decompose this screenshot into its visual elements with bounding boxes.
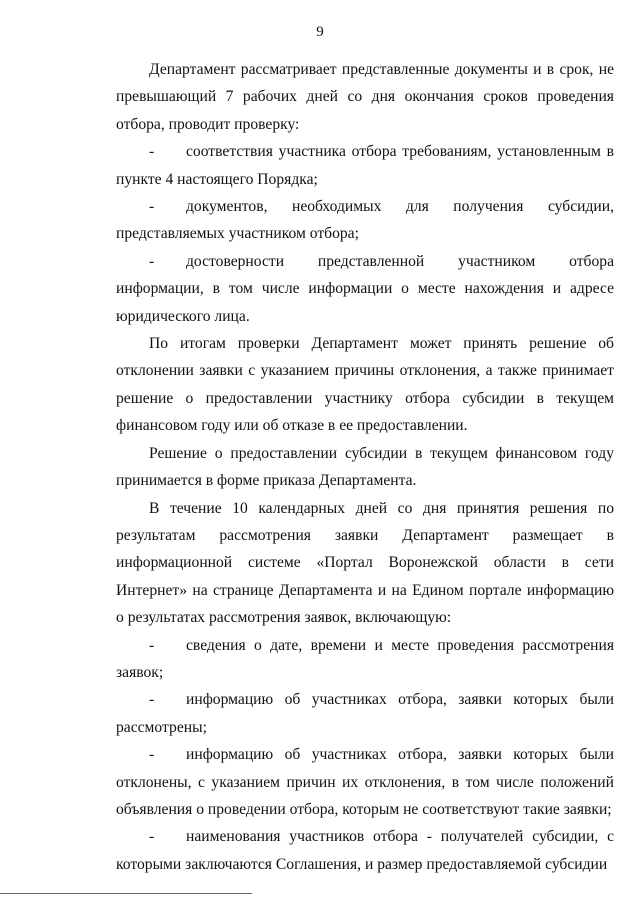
list-dash: - — [149, 746, 155, 764]
list-item-text: сведения о дате, времени и месте проведения рассмотрения заявок; — [116, 636, 614, 681]
paragraph — [116, 56, 614, 138]
paragraph — [116, 440, 614, 495]
list-item-text: достоверности представленной участником отбора информации, в том числе информации о месте нахождения и адресе юридического лица. — [116, 252, 614, 325]
paragraph-text: Решение о предоставлении субсидии в текущем финансовом году принимается в форме приказа Департамента. — [116, 444, 614, 490]
list-dash: - — [149, 828, 155, 846]
list-item-text: наименования участников отбора - получателей субсидии, с которыми заключаются Соглашения, и размер предоставляемой субсидии — [116, 828, 614, 873]
paragraph-text: Департамент рассматривает представленные документы и в срок, не превышающий 7 рабочих дней со дня окончания сроков проведения отбора, проводит проверку: — [116, 61, 614, 133]
list-dash: - — [149, 636, 155, 654]
paragraph-text: В течение 10 календарных дней со дня принятия решения по результатам рассмотрения заявки Департамент размещает в информационной системе «Портал Воронежской области в сети Интернет» на странице Департамента и на Едином портале информацию о результатах рассмотрения заявок, включающую: — [116, 499, 614, 627]
list-item — [116, 632, 614, 687]
list-item — [116, 248, 614, 330]
list-dash: - — [149, 198, 155, 216]
document-body — [116, 56, 614, 878]
list-item-text: документов, необходимых для получения субсидии, представляемых участником отбора; — [116, 198, 614, 243]
list-dash: - — [149, 691, 155, 709]
list-item-text: соответствия участника отбора требованиям, установленным в пункте 4 настоящего Порядка; — [116, 143, 614, 188]
list-item — [116, 138, 614, 193]
paragraph — [116, 330, 614, 440]
list-dash: - — [149, 252, 155, 270]
list-item — [116, 193, 614, 248]
list-dash: - — [149, 143, 155, 161]
paragraph — [116, 495, 614, 632]
list-item — [116, 686, 614, 741]
list-item — [116, 741, 614, 823]
paragraph-text: По итогам проверки Департамент может принять решение об отклонении заявки с указанием причины отклонения, а также принимает решение о предоставлении участнику отбора субсидии в текущем финансовом году или об отказе в ее предоставлении. — [116, 335, 614, 435]
list-item-text: информацию об участниках отбора, заявки которых были рассмотрены; — [116, 691, 614, 736]
list-item — [116, 823, 614, 878]
footer-rule — [0, 893, 252, 894]
list-item-text: информацию об участниках отбора, заявки которых были отклонены, с указанием причин их отклонения, в том числе положений объявления о проведении отбора, которым не соответствуют такие заявки; — [116, 746, 614, 818]
page-number: 9 — [316, 24, 324, 40]
